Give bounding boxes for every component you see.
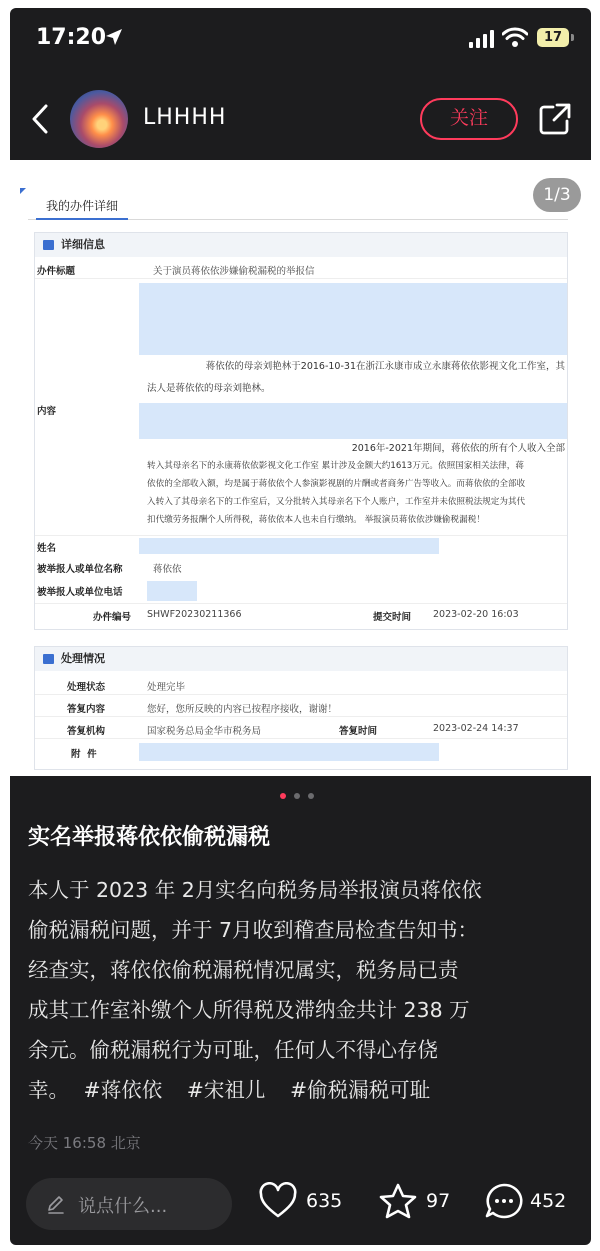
content-label: 内容 bbox=[37, 406, 57, 417]
comment-bubble-icon bbox=[484, 1182, 524, 1220]
username[interactable]: LHHHH bbox=[143, 105, 227, 130]
details-title: 详细信息 bbox=[61, 238, 105, 251]
location-arrow-icon bbox=[104, 27, 124, 47]
heart-icon bbox=[258, 1182, 298, 1220]
reported-name-row bbox=[35, 557, 567, 577]
content-line-4: 转入其母亲名下的永康蒋依依影视文化工作室 累计涉及金额大约1613万元。依照国家相关法律，蒋 bbox=[147, 461, 524, 471]
reported-phone-row bbox=[35, 579, 567, 601]
case-no-label: 办件编号 bbox=[93, 612, 132, 623]
body-line: 余元。偷税漏税行为可耻，任何人不得心存侥 bbox=[28, 1038, 438, 1062]
comment-count: 452 bbox=[530, 1190, 567, 1212]
body-line-prefix: 幸。 bbox=[28, 1078, 69, 1102]
corner-marker bbox=[20, 188, 26, 194]
cellular-signal-icon bbox=[469, 30, 495, 48]
phone-screen bbox=[10, 8, 591, 1245]
back-arrow-icon[interactable] bbox=[26, 102, 56, 136]
name-row bbox=[35, 535, 567, 555]
content-line-5: 依依的全部收入额，均是属于蒋依依个人参演影视剧的片酬或者商务广告等收入。而蒋依依的全部收 bbox=[147, 479, 526, 489]
reply-time-value: 2023-02-24 14:37 bbox=[433, 723, 519, 734]
post-meta: 今天 16:58 北京 bbox=[28, 1134, 141, 1152]
status-label: 处理状态 bbox=[67, 682, 106, 693]
follow-button[interactable]: 关注 bbox=[420, 98, 518, 140]
doc-tab: 我的办件详细 bbox=[36, 194, 128, 220]
submit-time-label: 提交时间 bbox=[373, 612, 412, 623]
reply-row bbox=[35, 697, 567, 717]
content-line-1: 蒋依依的母亲刘艳林于2016-10-31在浙江永康市成立永康蒋依依影视文化工作室，其 bbox=[205, 361, 565, 372]
doc-tab-bar bbox=[28, 194, 568, 220]
pencil-icon bbox=[46, 1194, 66, 1214]
post-title: 实名举报蒋依依偷税漏税 bbox=[28, 825, 271, 850]
post-header bbox=[10, 78, 591, 158]
body-line: 本人于 2023 年 2月实名向税务局举报演员蒋依依 bbox=[28, 878, 482, 902]
reply-time-label: 答复时间 bbox=[339, 726, 378, 737]
status-row bbox=[35, 675, 567, 695]
status-time: 17:20 bbox=[36, 25, 107, 50]
post-image[interactable] bbox=[10, 160, 591, 776]
reported-name-label: 被举报人或单位名称 bbox=[37, 564, 123, 575]
content-line-7: 扣代缴劳务报酬个人所得税，蒋依依本人也未自行缴纳。 举报演员蒋依依涉嫌偷税漏税！ bbox=[147, 515, 485, 525]
case-row bbox=[35, 603, 567, 625]
reply-value: 您好，您所反映的内容已按程序接收，谢谢！ bbox=[147, 704, 338, 715]
carousel-dot bbox=[294, 793, 300, 799]
carousel-dot bbox=[308, 793, 314, 799]
redacted-block bbox=[139, 283, 567, 355]
attachment-label: 附 件 bbox=[71, 749, 97, 760]
post-body bbox=[28, 870, 576, 1110]
hashtag-link[interactable]: #偷税漏税可耻 bbox=[289, 1078, 431, 1102]
content-line-6: 入转入了其母亲名下的工作室后，又分批转入其母亲名下个人账户，工作室并未依照税法规定为其代 bbox=[147, 497, 526, 507]
favorite-count: 97 bbox=[426, 1190, 451, 1212]
avatar[interactable] bbox=[70, 90, 128, 148]
carousel-dots bbox=[10, 793, 591, 801]
body-line: 经查实，蒋依依偷税漏税情况属实，税务局已责 bbox=[28, 958, 459, 982]
redacted-block bbox=[139, 538, 439, 554]
like-count: 635 bbox=[306, 1190, 343, 1212]
org-label: 答复机构 bbox=[67, 726, 106, 737]
reply-label: 答复内容 bbox=[67, 704, 106, 715]
redacted-block bbox=[147, 581, 197, 601]
comment-placeholder: 说点什么... bbox=[78, 1196, 168, 1217]
status-value: 处理完毕 bbox=[147, 682, 186, 693]
subject-row bbox=[35, 259, 567, 279]
body-line: 成其工作室补缴个人所得税及滞纳金共计 238 万 bbox=[28, 998, 470, 1022]
redacted-block bbox=[139, 403, 567, 439]
body-line: 偷税漏税问题，并于 7月收到稽查局检查告知书： bbox=[28, 918, 479, 942]
details-header bbox=[35, 233, 567, 257]
case-no-value: SHWF20230211366 bbox=[147, 609, 242, 620]
content-line-2: 法人是蒋依依的母亲刘艳林。 bbox=[147, 383, 271, 394]
report-screenshot bbox=[20, 172, 580, 772]
submit-time-value: 2023-02-20 16:03 bbox=[433, 609, 519, 620]
image-pager: 1/3 bbox=[533, 178, 581, 212]
section-icon bbox=[43, 654, 54, 664]
bottom-action-bar bbox=[10, 1172, 591, 1242]
hashtag-link[interactable]: #宋祖儿 bbox=[186, 1078, 266, 1102]
share-icon[interactable] bbox=[538, 102, 572, 136]
section-icon bbox=[43, 240, 54, 250]
comment-input[interactable] bbox=[26, 1178, 232, 1230]
reported-phone-label: 被举报人或单位电话 bbox=[37, 587, 123, 598]
attachment-row bbox=[35, 741, 567, 763]
name-label: 姓名 bbox=[37, 543, 57, 554]
battery-tip bbox=[571, 34, 574, 41]
details-panel bbox=[34, 232, 568, 630]
wifi-icon bbox=[502, 26, 528, 48]
processing-panel bbox=[34, 646, 568, 770]
status-bar bbox=[10, 8, 591, 74]
subject-value: 关于演员蒋依依涉嫌偷税漏税的举报信 bbox=[153, 266, 315, 277]
processing-header bbox=[35, 647, 567, 671]
processing-title: 处理情况 bbox=[61, 652, 105, 665]
reported-name-value: 蒋依依 bbox=[153, 564, 182, 575]
battery-icon: 17 bbox=[537, 28, 569, 47]
body-line-last bbox=[28, 1070, 576, 1110]
org-row bbox=[35, 719, 567, 739]
content-line-3: 2016年-2021年期间，蒋依依的所有个人收入全部 bbox=[351, 443, 565, 454]
star-icon bbox=[378, 1182, 418, 1220]
redacted-block bbox=[139, 743, 439, 761]
carousel-dot-active bbox=[280, 793, 286, 799]
subject-label: 办件标题 bbox=[37, 266, 76, 277]
org-value: 国家税务总局金华市税务局 bbox=[147, 726, 262, 737]
hashtag-link[interactable]: #蒋依依 bbox=[83, 1078, 163, 1102]
